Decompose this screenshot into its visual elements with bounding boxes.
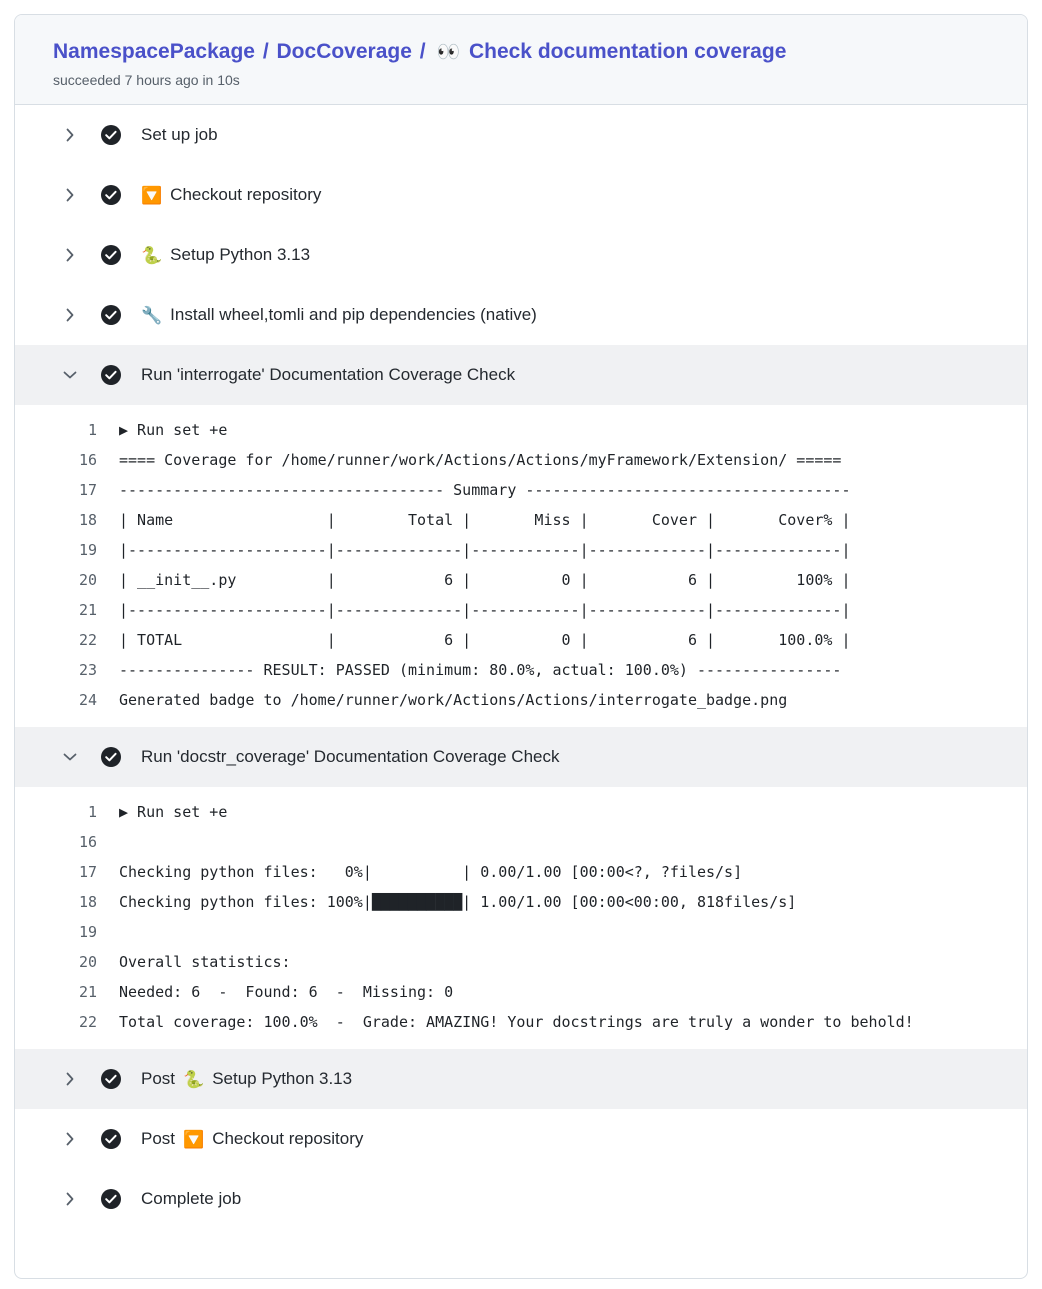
steps-list <box>15 105 1027 1229</box>
log-line-number: 19 <box>78 541 97 560</box>
log-line-number: 18 <box>78 893 97 912</box>
log-line <box>15 595 1027 625</box>
log-line-text: Total coverage: 100.0% - Grade: AMAZING! Your docstrings are truly a wonder to behold! <box>119 1013 914 1032</box>
eyes-icon: 👀 <box>436 42 461 63</box>
log-line <box>15 505 1027 535</box>
log-line-number: 19 <box>78 923 97 942</box>
step-title: Setup Python 3.13 <box>212 1069 353 1089</box>
step-title: Complete job <box>141 1189 242 1209</box>
step-row-install-dependencies[interactable] <box>15 285 1027 345</box>
log-line-number: 22 <box>78 631 97 650</box>
chevron-down-icon[interactable] <box>59 751 81 763</box>
breadcrumb-separator-1: / <box>262 40 269 63</box>
log-line <box>15 685 1027 715</box>
log-line-text: |----------------------|--------------|------------|-------------|--------------| <box>119 541 851 560</box>
wrench-icon: 🔧 <box>141 305 163 325</box>
step-label <box>141 185 321 205</box>
step-row-complete-job[interactable] <box>15 1169 1027 1229</box>
log-line-number: 18 <box>78 511 97 530</box>
breadcrumb-item-doccoverage[interactable]: DocCoverage <box>276 40 412 63</box>
log-block-interrogate[interactable] <box>15 405 1027 727</box>
log-line-text: Needed: 6 - Found: 6 - Missing: 0 <box>119 983 454 1002</box>
step-label <box>141 125 218 145</box>
log-line <box>15 655 1027 685</box>
step-title: Checkout repository <box>212 1129 364 1149</box>
step-label <box>141 1189 241 1209</box>
log-line-number: 16 <box>78 451 97 470</box>
log-line <box>15 565 1027 595</box>
chevron-right-icon[interactable] <box>59 308 81 322</box>
log-line <box>15 415 1027 445</box>
log-line-text: Checking python files: 0%| | 0.00/1.00 [00:00<?, ?files/s] <box>119 863 743 882</box>
log-line-number: 16 <box>78 833 97 852</box>
step-title: Setup Python 3.13 <box>170 245 311 265</box>
step-row-run-docstr-coverage[interactable] <box>15 727 1027 787</box>
log-line-text: Overall statistics: <box>119 953 291 972</box>
page-title: Check documentation coverage <box>468 40 787 63</box>
step-row-post-checkout-repository[interactable] <box>15 1109 1027 1169</box>
log-line-text: Generated badge to /home/runner/work/Actions/Actions/interrogate_badge.png <box>119 691 788 710</box>
breadcrumb-item-namespacepackage[interactable]: NamespacePackage <box>53 40 255 63</box>
log-line-text: --------------- RESULT: PASSED (minimum: 80.0%, actual: 100.0%) ---------------- <box>119 661 842 680</box>
snake-icon: 🐍 <box>141 245 163 265</box>
log-line-text: | Name | Total | Miss | Cover | Cover% | <box>119 511 851 530</box>
log-line-number: 21 <box>78 601 97 620</box>
log-line-number: 1 <box>87 421 97 440</box>
step-title: Checkout repository <box>170 185 322 205</box>
chevron-right-icon[interactable] <box>59 1072 81 1086</box>
step-row-set-up-job[interactable] <box>15 105 1027 165</box>
log-line <box>15 445 1027 475</box>
log-line-number: 17 <box>78 863 97 882</box>
step-title: Run 'docstr_coverage' Documentation Coverage Check <box>141 747 560 767</box>
log-line-text: ▶ Run set +e <box>119 421 228 440</box>
check-success-icon <box>99 1187 123 1211</box>
check-success-icon <box>99 303 123 327</box>
log-line-number: 17 <box>78 481 97 500</box>
log-line <box>15 857 1027 887</box>
log-line-text: |----------------------|--------------|------------|-------------|--------------| <box>119 601 851 620</box>
check-success-icon <box>99 1127 123 1151</box>
log-block-docstr-coverage[interactable] <box>15 787 1027 1049</box>
snake-icon: 🐍 <box>183 1069 205 1089</box>
breadcrumb-separator-2: / <box>419 40 426 63</box>
step-row-run-interrogate[interactable] <box>15 345 1027 405</box>
log-line-number: 24 <box>78 691 97 710</box>
check-success-icon <box>99 1067 123 1091</box>
step-title-prefix: Post <box>141 1069 176 1089</box>
log-line <box>15 947 1027 977</box>
chevron-right-icon[interactable] <box>59 248 81 262</box>
check-success-icon <box>99 745 123 769</box>
log-line-text: Checking python files: 100%|██████████| 1.00/1.00 [00:00<00:00, 818files/s] <box>119 893 797 912</box>
log-line-text: | __init__.py | 6 | 0 | 6 | 100% | <box>119 571 851 590</box>
check-success-icon <box>99 123 123 147</box>
log-line-number: 23 <box>78 661 97 680</box>
log-line <box>15 535 1027 565</box>
log-line-number: 22 <box>78 1013 97 1032</box>
step-label <box>141 365 515 385</box>
breadcrumb <box>53 39 1027 65</box>
log-line <box>15 475 1027 505</box>
log-line <box>15 887 1027 917</box>
step-title-prefix: Post <box>141 1129 176 1149</box>
step-row-post-setup-python[interactable] <box>15 1049 1027 1109</box>
check-success-icon <box>99 363 123 387</box>
chevron-down-icon[interactable] <box>59 369 81 381</box>
log-line-text: ▶ Run set +e <box>119 803 228 822</box>
step-label <box>141 1129 363 1149</box>
step-title: Install wheel,tomli and pip dependencies (native) <box>170 305 537 325</box>
step-title: Run 'interrogate' Documentation Coverage Check <box>141 365 516 385</box>
log-line <box>15 625 1027 655</box>
log-line <box>15 1007 1027 1037</box>
step-title: Set up job <box>141 125 218 145</box>
check-success-icon <box>99 243 123 267</box>
workflow-run-panel <box>14 14 1028 1279</box>
chevron-right-icon[interactable] <box>59 128 81 142</box>
log-line <box>15 917 1027 947</box>
log-line <box>15 797 1027 827</box>
log-line <box>15 977 1027 1007</box>
run-header <box>15 15 1027 105</box>
step-label <box>141 747 560 767</box>
log-line-text: | TOTAL | 6 | 0 | 6 | 100.0% | <box>119 631 851 650</box>
check-success-icon <box>99 183 123 207</box>
log-line-text: ------------------------------------ Summary ------------------------------------ <box>119 481 851 500</box>
log-line-number: 21 <box>78 983 97 1002</box>
log-line-number: 20 <box>78 571 97 590</box>
step-row-setup-python[interactable] <box>15 225 1027 285</box>
run-status-text: succeeded 7 hours ago in 10s <box>53 72 240 89</box>
log-line <box>15 827 1027 857</box>
download-arrow-icon: 🔽 <box>183 1129 205 1149</box>
chevron-right-icon[interactable] <box>59 1132 81 1146</box>
log-line-number: 20 <box>78 953 97 972</box>
download-arrow-icon: 🔽 <box>141 185 163 205</box>
step-row-checkout-repository[interactable] <box>15 165 1027 225</box>
log-line-text: ==== Coverage for /home/runner/work/Actions/Actions/myFramework/Extension/ ===== <box>119 451 842 470</box>
step-label <box>141 1069 352 1089</box>
log-line-number: 1 <box>87 803 97 822</box>
step-label <box>141 245 310 265</box>
step-label <box>141 305 537 325</box>
chevron-right-icon[interactable] <box>59 188 81 202</box>
chevron-right-icon[interactable] <box>59 1192 81 1206</box>
